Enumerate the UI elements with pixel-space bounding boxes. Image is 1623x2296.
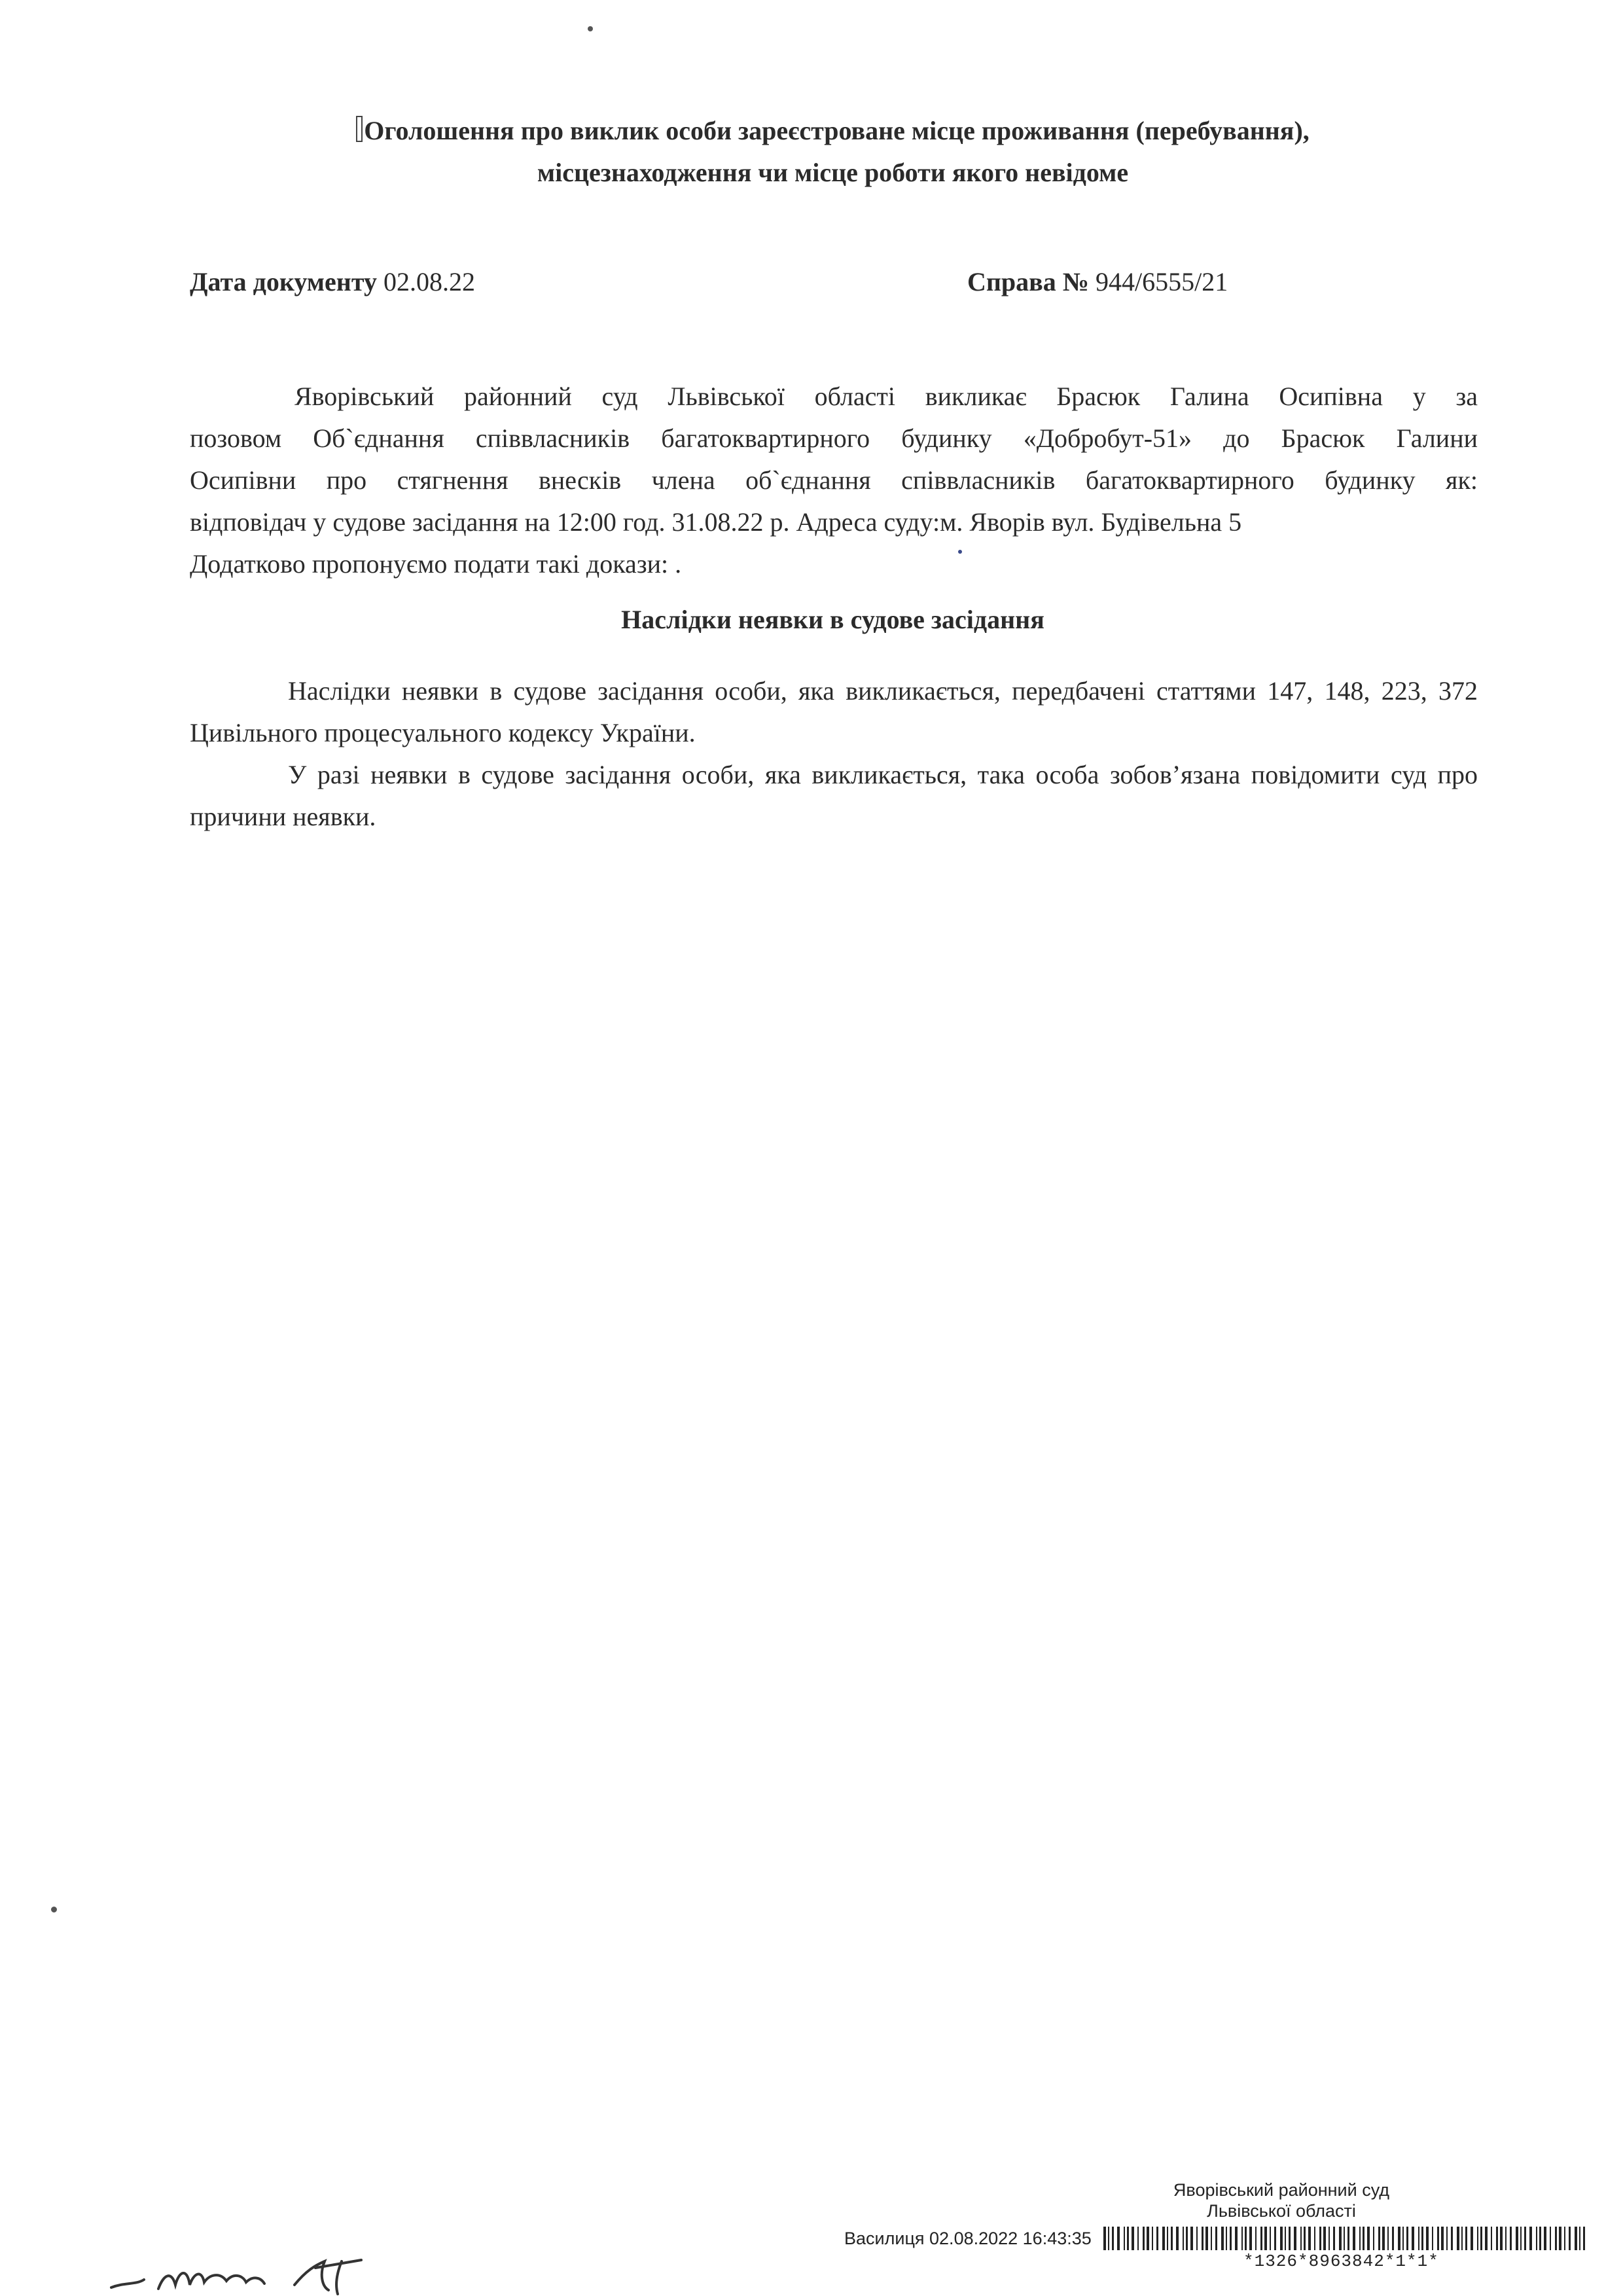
barcode-bar — [1373, 2227, 1374, 2250]
barcode-bar — [1451, 2227, 1453, 2250]
barcode-bar — [1500, 2227, 1503, 2250]
barcode-bar — [1491, 2227, 1492, 2250]
barcode-bar — [1402, 2227, 1404, 2250]
barcode-bar — [1426, 2227, 1429, 2250]
barcode-bar — [1183, 2227, 1184, 2250]
barcode-bar — [1465, 2227, 1467, 2250]
barcode-bar — [1333, 2227, 1335, 2250]
date-value: 02.08.22 — [383, 267, 475, 296]
barcode-bar — [1202, 2227, 1204, 2250]
barcode-bar — [1205, 2227, 1208, 2250]
barcode-bar — [1308, 2227, 1311, 2250]
barcode-bar — [1583, 2227, 1585, 2250]
barcode-bar — [1406, 2227, 1408, 2250]
registration-stamp-court: Яворівський районний суд Львівської області — [1173, 2180, 1390, 2221]
barcode-bar — [1156, 2227, 1158, 2250]
barcode-bar — [1171, 2227, 1173, 2250]
barcode-bar — [1221, 2227, 1224, 2250]
barcode-bar — [1260, 2227, 1262, 2250]
barcode-bar — [1564, 2227, 1565, 2250]
barcode-bar — [1339, 2227, 1342, 2250]
barcode-bar — [1215, 2227, 1217, 2250]
barcode-bar — [1162, 2227, 1165, 2250]
barcode-bar — [1363, 2227, 1364, 2250]
barcode-bar — [1329, 2227, 1330, 2250]
registration-barcode — [1103, 2227, 1591, 2250]
barcode-bar — [1280, 2227, 1283, 2250]
scan-speck — [51, 1907, 57, 1912]
barcode-bar — [1575, 2227, 1577, 2250]
consequences-paragraph: Наслідки неявки в судове засідання особи, яка викликається, передбачені статтями 147, 148, 223, 372 Цивільного процесуального кодексу України. — [190, 676, 1478, 747]
barcode-bar — [1510, 2227, 1512, 2250]
barcode-bar — [1516, 2227, 1518, 2250]
barcode-bar — [1249, 2227, 1252, 2250]
registration-stamp-user-datetime: Василиця 02.08.2022 16:43:35 — [844, 2229, 1092, 2248]
barcode-bar — [1485, 2227, 1488, 2250]
barcode-number: *1326*8963842*1*1* — [1243, 2251, 1439, 2271]
document-title: Оголошення про виклик особи зареєстроване місце проживання (перебування), місцезнаходження чи місце роботи якого невідоме — [187, 110, 1479, 194]
summons-line: Осипівни про стягнення внесків члена об`єднання співвласників багатоквартирного будинку як: — [190, 465, 1478, 495]
ink-mark — [958, 550, 962, 554]
barcode-bar — [1480, 2227, 1482, 2250]
barcode-bar — [1359, 2227, 1361, 2250]
barcode-bar — [1152, 2227, 1153, 2250]
barcode-bar — [1285, 2227, 1286, 2250]
barcode-bar — [1323, 2227, 1326, 2250]
summons-line: Додатково пропонуємо подати такі докази: . — [190, 549, 682, 579]
barcode-bar — [1446, 2227, 1448, 2250]
barcode-bar — [1245, 2227, 1247, 2250]
barcode-bar — [1294, 2227, 1296, 2250]
missing-glyph-icon — [356, 116, 363, 142]
barcode-bar — [1167, 2227, 1168, 2250]
barcode-bar — [1524, 2227, 1526, 2250]
barcode-bar — [1103, 2227, 1106, 2250]
barcode-bar — [1289, 2227, 1291, 2250]
barcode-bar — [1471, 2227, 1473, 2250]
barcode-bar — [1344, 2227, 1345, 2250]
barcode-bar — [1378, 2227, 1380, 2250]
barcode-bar — [1124, 2227, 1125, 2250]
barcode-bar — [1230, 2227, 1232, 2250]
barcode-bar — [1211, 2227, 1212, 2250]
barcode-bar — [1353, 2227, 1355, 2250]
barcode-bar — [1418, 2227, 1419, 2250]
barcode-bar — [1241, 2227, 1243, 2250]
case-value: 944/6555/21 — [1095, 267, 1228, 296]
summons-paragraph — [190, 376, 1478, 585]
barcode-bar — [1536, 2227, 1537, 2250]
barcode-bar — [1143, 2227, 1145, 2250]
barcode-bar — [1441, 2227, 1444, 2250]
barcode-bar — [1432, 2227, 1433, 2250]
barcode-bar — [1437, 2227, 1439, 2250]
case-number — [967, 264, 1228, 300]
barcode-bar — [1412, 2227, 1414, 2250]
barcode-bar — [1112, 2227, 1114, 2250]
date-label: Дата документу — [190, 267, 377, 296]
barcode-bar — [1398, 2227, 1400, 2250]
barcode-bar — [1550, 2227, 1551, 2250]
barcode-bar — [1108, 2227, 1109, 2250]
barcode-bar — [1137, 2227, 1139, 2250]
barcode-bar — [1505, 2227, 1507, 2250]
barcode-bar — [1496, 2227, 1498, 2250]
barcode-bar — [1457, 2227, 1459, 2250]
barcode-bar — [1304, 2227, 1306, 2250]
barcode-bar — [1367, 2227, 1370, 2250]
barcode-bar — [1387, 2227, 1389, 2250]
barcode-bar — [1314, 2227, 1315, 2250]
barcode-bar — [1569, 2227, 1571, 2250]
barcode-bar — [1539, 2227, 1541, 2250]
barcode-bar — [1421, 2227, 1423, 2250]
document-date — [190, 264, 475, 300]
handwritten-signature — [98, 2222, 438, 2296]
case-label: Справа № — [967, 267, 1089, 296]
barcode-bar — [1186, 2227, 1188, 2250]
barcode-bar — [1544, 2227, 1546, 2250]
barcode-bar — [1579, 2227, 1580, 2250]
barcode-bar — [1529, 2227, 1532, 2250]
barcode-bar — [1132, 2227, 1134, 2250]
barcode-bar — [1555, 2227, 1557, 2250]
barcode-bar — [1117, 2227, 1120, 2250]
barcode-bar — [1235, 2227, 1238, 2250]
barcode-bar — [1382, 2227, 1385, 2250]
barcode-bar — [1127, 2227, 1129, 2250]
barcode-bar — [1300, 2227, 1302, 2250]
barcode-bar — [1520, 2227, 1522, 2250]
summons-line: Яворівський районний суд Львівської області викликає Брасюк Галина Осипівна у за — [294, 382, 1478, 411]
obligation-paragraph: У разі неявки в судове засідання особи, яка викликається, така особа зобов’язана повідомити суд про причини неявки. — [190, 760, 1478, 831]
barcode-bar — [1392, 2227, 1394, 2250]
barcode-bar — [1461, 2227, 1463, 2250]
summons-line: позовом Об`єднання співвласників багатоквартирного будинку «Добробут-51» до Брасюк Галини — [190, 423, 1478, 453]
consequences-heading: Наслідки неявки в судове засідання — [621, 605, 1044, 634]
barcode-bar — [1270, 2227, 1271, 2250]
barcode-bar — [1147, 2227, 1149, 2250]
barcode-bar — [1255, 2227, 1257, 2250]
barcode-bar — [1196, 2227, 1198, 2250]
barcode-bar — [1319, 2227, 1321, 2250]
barcode-bar — [1176, 2227, 1179, 2250]
barcode-bar — [1477, 2227, 1478, 2250]
barcode-bar — [1559, 2227, 1561, 2250]
barcode-bar — [1190, 2227, 1193, 2250]
summons-line: відповідач у судове засідання на 12:00 год. 31.08.22 р. Адреса суду:м. Яворів вул. Будівельна 5 — [190, 507, 1242, 537]
barcode-bar — [1264, 2227, 1267, 2250]
barcode-bar — [1226, 2227, 1227, 2250]
scan-speck — [588, 26, 593, 31]
barcode-bar — [1347, 2227, 1349, 2250]
barcode-bar — [1274, 2227, 1276, 2250]
